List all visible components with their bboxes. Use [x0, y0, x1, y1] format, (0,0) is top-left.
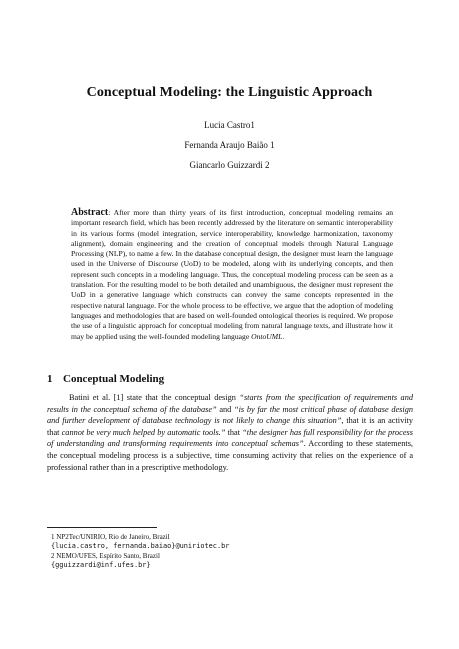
footnote-divider: [47, 527, 157, 528]
footnotes: [51, 533, 411, 570]
abstract-ontouml: OntoUML: [251, 331, 283, 341]
section-title: Conceptual Modeling: [63, 373, 165, 385]
body-quote-3: cannot be very much helped by automatic tools.”: [61, 427, 226, 437]
body-text-2: and: [216, 404, 234, 414]
body-text-3: , that it is an activity that: [47, 416, 413, 437]
footnote-2: 2 NEMO/UFES, Espírito Santo, Brazil: [51, 551, 160, 560]
footnote-1-email: {lucia.castro, fernanda.baiao}@uniriotec.br: [51, 542, 230, 551]
paper-title: Conceptual Modeling: the Linguistic Approach: [86, 85, 373, 100]
section-heading: [47, 373, 164, 385]
abstract: [71, 208, 393, 342]
footnote-2-email: {gguizzardi@inf.ufes.br}: [51, 560, 151, 569]
author-3: Giancarlo Guizzardi 2: [189, 160, 270, 170]
body-quote-2: “is by far the most critical phase of database design and further development of database technology is not likely to change this situation”: [47, 404, 413, 426]
footnote-1: 1 NP2Tec/UNIRIO, Rio de Janeiro, Brazil: [51, 533, 170, 541]
abstract-label: Abstract: [71, 207, 109, 218]
body-paragraph: [47, 392, 413, 473]
section-number: 1: [47, 373, 53, 385]
body-quote-4: “the designer has full responsibility for the process of understanding and transforming requirements into conceptual schemas”: [47, 427, 413, 449]
body-quote-1: “starts from the specification of requirements and results in the conceptual schema of the database”: [47, 393, 413, 414]
abstract-text: : After more than thirty years of its first introduction, conceptual modeling remains an important research field, which has been recently addressed by the literature on semantic interoperability in its various forms (model integration, service interoperability, knowledge harmonization, taxonomy alignment), domain engineering and the creation of conceptual models through Natural Language Processing (NLP), to name a few. In the database conceptual design, the designer must learn the language used in the Universe of Discourse (UoD) to be modeled, along with its underlying concepts, and then represent such concepts in a modeling language. Thus, the conceptual modeling process can be seen as a translation. For the resulting model to be both detailed and unambiguous, the designer must represent the UoD in a generative language which constructs can convey the same concepts represented in the respective natural language. For the whole process to be effective, we argue that the adoption of modeling languages and methodologies that are based on well-founded ontological theories is required. We propose the use of a linguistic approach for conceptual modeling from natural language texts, and illustrate how it may be applied using the well-founded modeling language: [71, 208, 393, 341]
author-2: Fernanda Araujo Baião 1: [184, 140, 275, 150]
abstract-end: .: [282, 331, 285, 341]
author-1: Lucia Castro1: [204, 120, 255, 130]
body-text-5: . According to these statements, the conceptual modeling process is a subjective, time consuming activity that relies on the experience of a professional rather than in a prescriptive methodology.: [47, 439, 413, 472]
body-text-1: Batini et al. [1] state that the conceptual design: [69, 393, 240, 402]
body-text-4: that: [225, 427, 243, 437]
